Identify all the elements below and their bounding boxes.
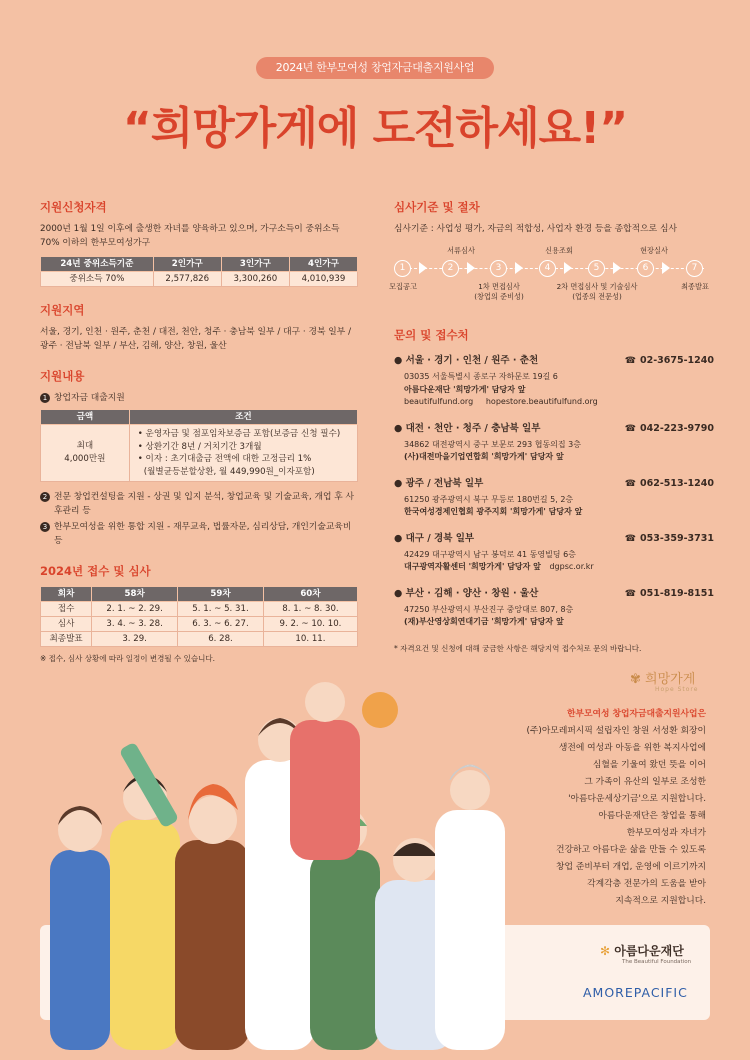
beautiful-foundation-logo-sub: The Beautiful Foundation — [622, 959, 692, 965]
table-cell: 2,577,826 — [153, 272, 221, 287]
contact-item — [394, 477, 714, 519]
table-header: 2인가구 — [153, 257, 221, 272]
contact-org: 아름다운재단 '희망가게' 담당자 앞 — [404, 384, 526, 394]
step-bottom-label: 1차 면접심사 (창업의 준비성) — [474, 282, 524, 301]
review-text: 심사기준 : 사업성 평가, 자금의 적합성, 사업자 환경 등을 종합적으로 심사 — [394, 224, 677, 234]
amorepacific-logo: AMOREPACIFIC — [583, 985, 688, 1000]
contact-links[interactable]: beautifulfund.org hopestore.beautifulfund.org — [404, 397, 598, 406]
income-table — [40, 256, 358, 287]
table-row — [41, 632, 358, 647]
step-circle: 4 — [539, 260, 556, 277]
table-header: 24년 중위소득기준 — [41, 257, 154, 272]
phone-icon: ☎ — [624, 478, 636, 489]
table-header: 58차 — [92, 587, 178, 602]
contact-region: ● 대전 · 천안 · 청주 / 충남북 일부 — [394, 422, 541, 434]
contact-item — [394, 354, 714, 409]
arrow-right-icon — [467, 262, 475, 274]
table-cell: 10. 11. — [263, 632, 357, 647]
support-item-3: 3 한부모여성을 위한 통합 지원 - 재무교육, 법률자문, 심리상담, 개인기술교육비 등 — [40, 520, 358, 548]
table-cell: 4,010,939 — [289, 272, 357, 287]
support-item-2: 2 전문 창업컨설팅을 지원 - 상권 및 입지 분석, 창업교육 및 기술교육, 개업 후 사후관리 등 — [40, 490, 358, 518]
table-cell: 6. 28. — [178, 632, 264, 647]
contact-org-line — [394, 561, 714, 574]
eligibility-text: 2000년 1월 1일 이후에 출생한 자녀를 양육하고 있으며, 가구소득이 중위소득 70% 이하의 한부모여성가구 — [40, 224, 340, 248]
contact-org: (재)부산영상회연대기금 '희망가게' 담당자 앞 — [404, 617, 564, 626]
table-row — [41, 602, 358, 617]
loan-amount: 최대 4,000만원 — [41, 425, 130, 482]
table-cell: 5. 1. ~ 5. 31. — [178, 602, 264, 617]
program-badge: 2024년 한부모여성 창업자금대출지원사업 — [256, 57, 494, 79]
arrow-right-icon — [515, 262, 523, 274]
table-cell: 최종발표 — [41, 632, 92, 647]
contact-region: ● 광주 / 전남북 일부 — [394, 477, 484, 489]
table-row — [41, 425, 358, 482]
schedule-table — [40, 586, 358, 647]
contact-address: 03035 서울특별시 종로구 자하문로 19길 6 — [404, 372, 558, 381]
arrow-right-icon — [613, 262, 621, 274]
contacts-note: * 자격요건 및 신청에 대해 궁금한 사항은 해당지역 접수처로 문의 바랍니다. — [394, 643, 642, 653]
contact-org: (사)대전마을기업연합회 '희망가게' 담당자 앞 — [404, 452, 564, 461]
person-illustration — [50, 806, 110, 1050]
table-cell: 3,300,260 — [221, 272, 289, 287]
beautiful-foundation-logo: ✻ 아름다운재단 — [600, 944, 684, 958]
step-bottom-label: 모집공고 — [389, 282, 417, 291]
schedule-title: 2024년 접수 및 심사 — [40, 564, 151, 578]
arrow-right-icon — [564, 262, 572, 274]
step-top-label: 현장실사 — [640, 246, 668, 255]
contact-links[interactable]: dgpsc.or.kr — [549, 562, 594, 571]
review-title: 심사기준 및 절차 — [394, 200, 480, 214]
process-steps — [389, 244, 714, 308]
contact-address: 61250 광주광역시 북구 무등로 180번길 5, 2층 — [404, 494, 574, 504]
step-circle: 2 — [442, 260, 459, 277]
contact-org: 한국여성경제인협회 광주지회 '희망가게' 담당자 앞 — [404, 507, 583, 516]
table-row — [41, 272, 358, 287]
contact-phone[interactable]: ☎ 042-223-9790 — [624, 422, 714, 434]
table-cell: 2. 1. ~ 2. 29. — [92, 602, 178, 617]
eligibility-title: 지원신청자격 — [40, 200, 107, 214]
table-cell: 심사 — [41, 617, 92, 632]
contact-address: 34862 대전광역시 중구 보문로 293 협동의집 3층 — [404, 439, 581, 449]
hope-store-logo: ✾ 희망가게 — [630, 672, 696, 687]
schedule-note: ※ 접수, 심사 상황에 따라 일정이 변경될 수 있습니다. — [40, 654, 216, 663]
table-cell: 3. 29. — [92, 632, 178, 647]
table-cell: 9. 2. ~ 10. 10. — [263, 617, 357, 632]
step-circle: 5 — [588, 260, 605, 277]
contact-phone[interactable]: ☎ 02-3675-1240 — [624, 355, 714, 366]
phone-icon: ☎ — [624, 533, 636, 544]
loan-table — [40, 409, 358, 482]
table-header: 4인가구 — [289, 257, 357, 272]
af-logo-icon: ✻ — [600, 944, 611, 958]
number-2-icon: 2 — [40, 492, 50, 502]
support-item-1: 1 창업자금 대출지원 — [40, 391, 358, 405]
hope-logo-icon: ✾ — [630, 672, 641, 687]
arrow-right-icon — [419, 262, 427, 274]
support-title: 지원내용 — [40, 369, 85, 383]
contact-region: ● 대구 / 경북 일부 — [394, 532, 475, 544]
foundation-description: 한부모여성 창업자금대출지원사업은 (주)아모레퍼시픽 설립자인 창원 서성환 회장이 생전에 여성과 아동을 위한 복지사업에 심혈을 기울여 왔던 뜻을 이어 그 가족이 유산의 일부로 조성한 '아름다운세상기금'으로 지원합니다. 아름다운재단은 창업을 통해 한부모여성과 자녀가 건강하고 아름다운 삶을 만들 수 있도록 창업 준비부터 개업, 운영에 이르기까지 각계각층 전문가의 도움을 받아 지속적으로 지원합니다. — [526, 709, 706, 906]
phone-icon: ☎ — [624, 356, 636, 366]
flower-bouquet-icon — [362, 692, 398, 728]
phone-icon: ☎ — [624, 423, 636, 434]
contact-region: ● 부산 · 김해 · 양산 · 창원 · 울산 — [394, 587, 539, 599]
table-header: 회차 — [41, 587, 92, 602]
table-header: 조건 — [129, 410, 357, 425]
contact-org-line — [394, 384, 714, 409]
number-3-icon: 3 — [40, 522, 50, 532]
table-cell: 3. 4. ~ 3. 28. — [92, 617, 178, 632]
step-bottom-label: 최종발표 — [681, 282, 709, 291]
step-top-label: 서류심사 — [447, 246, 475, 255]
region-title: 지원지역 — [40, 303, 85, 317]
contact-region: ● 서울 · 경기 · 인천 / 원주 · 춘천 — [394, 355, 539, 366]
step-circle: 6 — [637, 260, 654, 277]
step-circle: 3 — [490, 260, 507, 277]
region-text: 서울, 경기, 인천 · 원주, 춘천 / 대전, 천안, 청주 · 충남북 일부 / 대구 · 경북 일부 / 광주 · 전남북 일부 / 부산, 김해, 양산, 창원, 울산 — [40, 327, 352, 351]
contact-phone[interactable]: ☎ 051-819-8151 — [624, 587, 714, 599]
table-cell: 6. 3. ~ 6. 27. — [178, 617, 264, 632]
table-header: 3인가구 — [221, 257, 289, 272]
contact-phone[interactable]: ☎ 053-359-3731 — [624, 532, 714, 544]
contact-phone[interactable]: ☎ 062-513-1240 — [624, 477, 714, 489]
loan-conditions: • 운영자금 및 점포임차보증금 포함(보증금 신청 필수) • 상환기간 8년 / 거치기간 3개월 • 이자 : 초기대출금 전액에 대한 고정금리 1% (월별균등분할상환, 월 449,990원_이자포함) — [129, 425, 357, 482]
person-illustration — [290, 682, 360, 860]
table-cell: 접수 — [41, 602, 92, 617]
contact-org: 대구광역자활센터 '희망가게' 담당자 앞 — [404, 562, 541, 571]
table-header: 금액 — [41, 410, 130, 425]
hope-store-logo-sub: Hope Store — [655, 686, 699, 693]
people-illustration — [30, 680, 520, 1060]
table-cell: 8. 1. ~ 8. 30. — [263, 602, 357, 617]
contacts-title: 문의 및 접수처 — [394, 328, 469, 342]
contact-address: 42429 대구광역시 남구 봉덕로 41 동영빌딩 6층 — [404, 549, 576, 559]
right-column — [389, 200, 714, 656]
step-top-label: 신용조회 — [545, 246, 573, 255]
contact-address: 47250 부산광역시 부산진구 중앙대로 807, 8층 — [404, 604, 574, 614]
number-1-icon: 1 — [40, 393, 50, 403]
left-column — [40, 200, 358, 666]
person-illustration — [175, 784, 250, 1050]
table-header: 60차 — [263, 587, 357, 602]
arrow-right-icon — [662, 262, 670, 274]
page-title: “희망가게에 도전하세요!” — [122, 103, 628, 154]
contact-item — [394, 587, 714, 629]
table-cell: 중위소득 70% — [41, 272, 154, 287]
step-circle: 1 — [394, 260, 411, 277]
step-bottom-label: 2차 면접심사 및 기술심사 (업종의 전문성) — [556, 282, 638, 301]
contact-item — [394, 422, 714, 464]
step-circle: 7 — [686, 260, 703, 277]
table-row — [41, 617, 358, 632]
table-header: 59차 — [178, 587, 264, 602]
phone-icon: ☎ — [624, 588, 636, 599]
contact-item — [394, 532, 714, 574]
